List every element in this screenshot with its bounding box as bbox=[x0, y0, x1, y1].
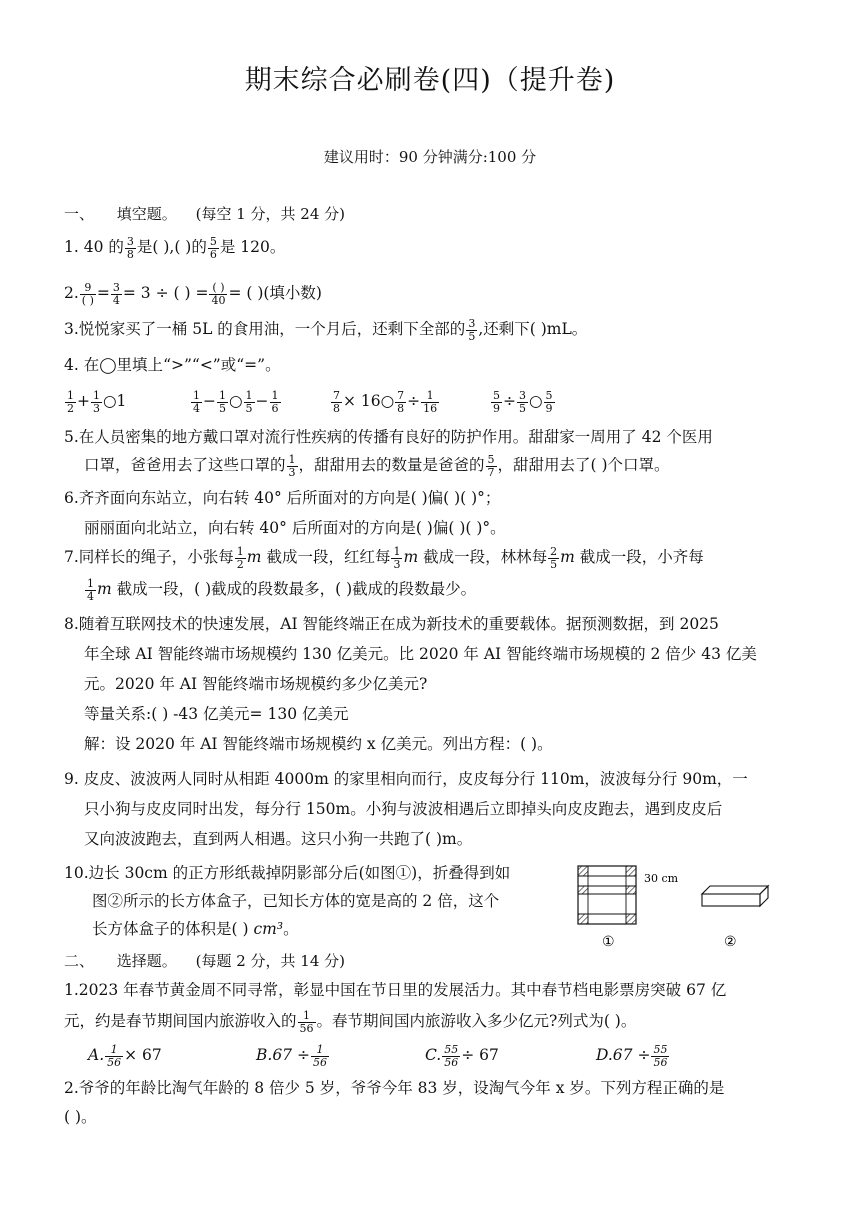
question-8-line-5: 解：设 2020 年 AI 智能终端市场规模约 x 亿美元。列出方程：( )。 bbox=[84, 735, 553, 753]
q3-text-a: 3.悦悦家买了一桶 5L 的食用油，一个月后，还剩下全部的 bbox=[64, 320, 466, 339]
q2-text-d: = ( )(填小数) bbox=[228, 284, 322, 303]
q4-expr-2: $\frac{1}{4}$ − $\frac{1}{5}$ ○ $\frac{1}{5}$ − $\frac{1}{6}$ bbox=[193, 389, 279, 415]
question-5-line-1: 5.在人员密集的地方戴口罩对流行性疾病的传播有良好的防护作用。甜甜家一周用了 42 个医用 bbox=[64, 428, 713, 446]
page-title: 期末综合必刷卷(四)（提升卷) bbox=[244, 65, 616, 96]
question-7-line-1: 7.同样长的绳子，小张每 $\frac{1}{2}$ m 截成一段，红红每 $\frac{1}{3}$ m 截成一段，林林每 $\frac{2}{5}$ m 截成一段，小齐每 bbox=[64, 545, 704, 571]
figure-1-net bbox=[578, 866, 636, 924]
question-9-line-3: 又向波波跑去，直到两人相遇。这只小狗一共跑了( )m。 bbox=[84, 830, 473, 848]
question-9-line-2: 只小狗与皮皮同时出发，每分行 150m。小狗与波波相遇后立即掉头向皮皮跑去，遇到皮皮后 bbox=[84, 800, 723, 818]
choice-2-line-1: 2.爷爷的年龄比淘气年龄的 8 倍少 5 岁，爷爷今年 83 岁，设淘气今年 x 岁。下列方程正确的是 bbox=[64, 1079, 725, 1097]
section-1-label: 一、 bbox=[64, 205, 95, 223]
page-subtitle: 建议用时：90 分钟满分:100 分 bbox=[323, 148, 537, 166]
choice-2-line-2: ( )。 bbox=[64, 1108, 97, 1126]
question-9-line-1: 9. 皮皮、波波两人同时从相距 4000m 的家里相向而行，皮皮每分行 110m，波波每分行 90m，一 bbox=[64, 770, 748, 788]
fraction: $\frac{( )}{40}$ bbox=[211, 281, 226, 307]
section-1-heading bbox=[64, 203, 345, 224]
question-8-line-4: 等量关系:( ) -43 亿美元= 130 亿美元 bbox=[84, 705, 349, 723]
choice-1-option-a[interactable]: A. $\frac{1}{56}$ × 67 bbox=[88, 1043, 162, 1069]
section-2-name: 选择题。 bbox=[116, 952, 177, 970]
figure-size-label: 30 cm bbox=[644, 872, 679, 885]
q1-text-a: 1. 40 的 bbox=[64, 238, 124, 257]
figure-2-label: ② bbox=[724, 934, 737, 950]
q2-eq: = bbox=[96, 284, 110, 303]
fraction: $\frac{3}{4}$ bbox=[112, 281, 120, 307]
figure-1-label: ① bbox=[602, 934, 615, 950]
question-10-line-1: 10.边长 30cm 的正方形纸裁掉阴影部分后(如图①)，折叠得到如 bbox=[64, 864, 511, 882]
question-7-line-2: $\frac{1}{4}$ m 截成一段，( )截成的段数最多，( )截成的段数最少。 bbox=[87, 577, 477, 603]
question-5-line-2: 口罩，爸爸用去了这些口罩的 $\frac{1}{3}$ ，甜甜用去的数量是爸爸的 $\frac{5}{7}$ ，甜甜用去了( )个口罩。 bbox=[84, 453, 670, 479]
question-6-line-2: 丽丽面向北站立，向右转 40° 后所面对的方向是( )偏( )( )°。 bbox=[84, 519, 506, 537]
question-2 bbox=[64, 282, 322, 306]
question-6-line-1: 6.齐齐面向东站立，向右转 40° 后所面对的方向是( )偏( )( )°； bbox=[64, 489, 501, 507]
section-1-name: 填空题。 bbox=[116, 205, 177, 223]
q4-expr-4: $\frac{5}{9}$ ÷ $\frac{3}{5}$ ○ $\frac{5}{9}$ bbox=[493, 389, 553, 415]
choice-1-option-d[interactable]: D.67 ÷ $\frac{55}{56}$ bbox=[596, 1043, 668, 1069]
q4-expr-3: $\frac{7}{8}$ × 16○ $\frac{7}{8}$ ÷ $\frac{1}{16}$ bbox=[333, 389, 438, 415]
choice-1-line-2: 元，约是春节期间国内旅游收入的 $\frac{1}{56}$ 。春节期间国内旅游收入多少亿元?列式为( )。 bbox=[64, 1009, 637, 1035]
figure-2-box bbox=[702, 886, 768, 906]
q1-text-b: 是( ),( )的 bbox=[136, 238, 207, 257]
q2-number: 2. bbox=[64, 284, 79, 303]
q4-expr-1: $\frac{1}{2}$ + $\frac{1}{3}$ ○1 bbox=[67, 389, 127, 415]
fraction: $\frac{3}{8}$ bbox=[126, 235, 134, 261]
choice-1-line-1: 1.2023 年春节黄金周不同寻常，彰显中国在节日里的发展活力。其中春节档电影票房突破 67 亿 bbox=[64, 981, 727, 999]
box-net-figure bbox=[574, 862, 774, 952]
fraction: $\frac{9}{( )}$ bbox=[81, 281, 94, 307]
q3-text-b: ,还剩下( )mL。 bbox=[478, 320, 588, 339]
question-8-line-2: 年全球 AI 智能终端市场规模约 130 亿美元。比 2020 年 AI 智能终端市场规模的 2 倍少 43 亿美 bbox=[84, 645, 757, 663]
choice-1-option-c[interactable]: C. $\frac{55}{56}$ ÷ 67 bbox=[425, 1043, 499, 1069]
question-10-line-2: 图②所示的长方体盒子，已知长方体的宽是高的 2 倍，这个 bbox=[92, 892, 500, 910]
question-8-line-1: 8.随着互联网技术的快速发展，AI 智能终端正在成为新技术的重要载体。据预测数据，到 2025 bbox=[64, 615, 719, 633]
choice-1-option-b[interactable]: B.67 ÷ $\frac{1}{56}$ bbox=[256, 1043, 327, 1069]
section-1-points: (每空 1 分，共 24 分) bbox=[195, 205, 346, 223]
section-2-points: (每题 2 分，共 14 分) bbox=[195, 952, 346, 970]
question-8-line-3: 元。2020 年 AI 智能终端市场规模约多少亿美元? bbox=[84, 675, 428, 693]
q1-text-c: 是 120。 bbox=[219, 238, 286, 257]
q2-text-c: = 3 ÷ ( ) = bbox=[122, 284, 209, 303]
question-4: 4. 在◯里填上“>”“<”或“=”。 bbox=[64, 356, 281, 374]
fraction: $\frac{3}{5}$ bbox=[468, 317, 476, 343]
question-10-line-3: 长方体盒子的体积是( ) cm³。 bbox=[92, 920, 299, 938]
question-1 bbox=[64, 236, 285, 260]
fraction: $\frac{5}{6}$ bbox=[209, 235, 217, 261]
section-2-label: 二、 bbox=[64, 952, 95, 970]
question-3 bbox=[64, 318, 587, 342]
section-2-heading bbox=[64, 950, 345, 971]
